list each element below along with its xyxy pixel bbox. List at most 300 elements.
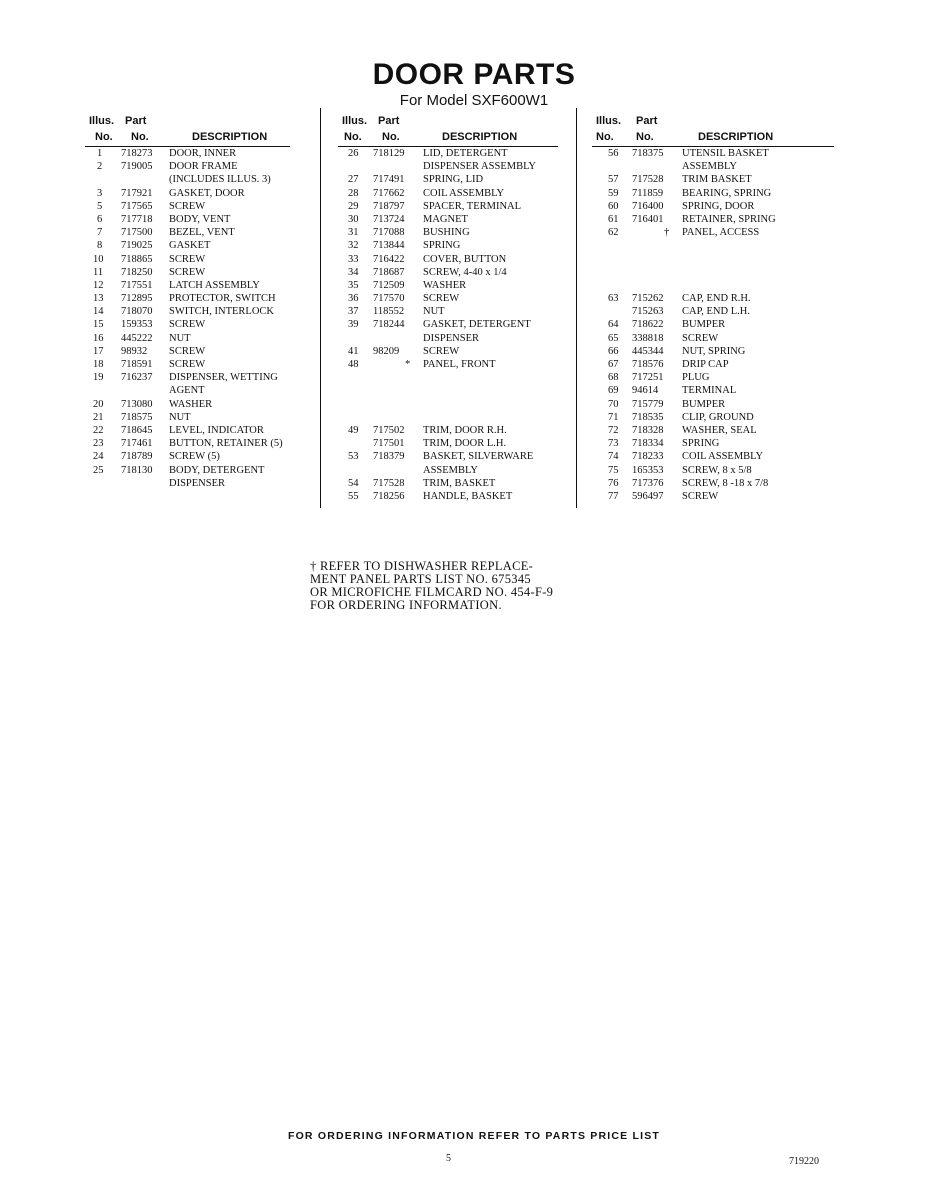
part-number: 717251 xyxy=(632,372,664,384)
table-row xyxy=(338,384,558,397)
illus-number: 5 xyxy=(97,200,103,212)
part-description: SPRING xyxy=(423,240,461,252)
part-description: ASSEMBLY xyxy=(423,464,478,476)
part-number: 717501 xyxy=(373,438,405,450)
illus-number: 16 xyxy=(93,332,104,344)
part-number: 718334 xyxy=(632,438,664,450)
part-description: CAP, END R.H. xyxy=(682,293,751,305)
table-row xyxy=(592,358,834,371)
table-row xyxy=(85,253,290,266)
part-number: 719005 xyxy=(121,161,153,173)
part-description: NUT, SPRING xyxy=(682,345,746,357)
illus-number: 36 xyxy=(348,293,359,305)
table-row xyxy=(592,305,834,318)
part-description: AGENT xyxy=(169,385,205,397)
part-number: 718576 xyxy=(632,359,664,370)
table-row xyxy=(592,464,834,477)
table-row xyxy=(592,292,834,305)
part-description: COIL ASSEMBLY xyxy=(423,187,505,199)
part-description: NUT xyxy=(423,306,445,318)
part-description: SCREW, 8 x 5/8 xyxy=(682,464,752,476)
part-description: GASKET xyxy=(169,240,211,252)
illus-number: 55 xyxy=(348,490,359,502)
part-description: BUMPER xyxy=(682,319,726,331)
part-header-line2: No. xyxy=(382,131,400,143)
table-row xyxy=(85,345,290,358)
part-number: 717528 xyxy=(373,477,405,489)
illus-number: 25 xyxy=(93,464,104,476)
illus-number: 26 xyxy=(348,148,359,159)
part-number: * xyxy=(405,359,411,370)
part-number: 718244 xyxy=(373,319,405,331)
table-row xyxy=(592,345,834,358)
illus-number: 48 xyxy=(348,359,359,370)
table-row xyxy=(85,279,290,292)
part-number: 716237 xyxy=(121,372,153,384)
table-row xyxy=(592,253,834,266)
document-number: 719220 xyxy=(789,1156,819,1167)
table-row xyxy=(338,305,558,318)
illus-number: 57 xyxy=(608,174,619,186)
part-description: PANEL, FRONT xyxy=(423,359,496,370)
part-number: 98209 xyxy=(373,345,400,357)
table-row xyxy=(338,226,558,239)
part-description: SCREW xyxy=(169,319,206,331)
part-description: SPACER, TERMINAL xyxy=(423,200,522,212)
page-number: 5 xyxy=(446,1153,451,1164)
illus-number: 30 xyxy=(348,213,359,225)
parts-column-2 xyxy=(338,113,558,503)
table-row xyxy=(338,464,558,477)
illus-number: 60 xyxy=(608,200,619,212)
parts-column-3 xyxy=(592,113,834,503)
table-row xyxy=(338,332,558,345)
column-header xyxy=(592,113,834,147)
table-row xyxy=(338,437,558,450)
part-header-line2: No. xyxy=(636,131,654,143)
illus-number: 75 xyxy=(608,464,619,476)
part-description: TERMINAL xyxy=(682,385,737,397)
table-row xyxy=(592,398,834,411)
illus-number: 63 xyxy=(608,293,619,305)
table-row xyxy=(85,266,290,279)
table-row xyxy=(338,318,558,331)
illus-number: 11 xyxy=(93,266,104,278)
part-number: 718789 xyxy=(121,451,153,463)
illus-number: 56 xyxy=(608,148,619,159)
table-row xyxy=(338,200,558,213)
part-description: BEARING, SPRING xyxy=(682,187,772,199)
illus-number: 53 xyxy=(348,451,359,463)
part-number: 718575 xyxy=(121,411,153,423)
part-number: 713724 xyxy=(373,213,405,225)
part-number: 718797 xyxy=(373,200,405,212)
part-description: CLIP, GROUND xyxy=(682,411,754,423)
part-number: 715262 xyxy=(632,293,664,305)
illus-number: 23 xyxy=(93,438,104,450)
illus-number: 68 xyxy=(608,372,619,384)
part-description: DOOR, INNER xyxy=(169,148,237,159)
part-description: LEVEL, INDICATOR xyxy=(169,424,264,436)
part-description: SCREW xyxy=(169,359,206,370)
illus-number: 7 xyxy=(97,227,103,239)
illus-number: 19 xyxy=(93,372,104,384)
part-description: BODY, DETERGENT xyxy=(169,464,265,476)
table-row xyxy=(338,371,558,384)
illus-number: 22 xyxy=(93,424,104,436)
part-number: 717088 xyxy=(373,227,405,239)
part-number: 716401 xyxy=(632,213,664,225)
note-line: FOR ORDERING INFORMATION. xyxy=(310,598,502,612)
part-description: COVER, BUTTON xyxy=(423,253,507,265)
part-description: DOOR FRAME xyxy=(169,161,238,173)
illus-number: 65 xyxy=(608,332,619,344)
table-row xyxy=(85,358,290,371)
column-divider-2 xyxy=(576,108,577,508)
part-description: SCREW xyxy=(423,345,460,357)
column-header xyxy=(85,113,290,147)
part-number: 717376 xyxy=(632,477,664,489)
part-description: SPRING, DOOR xyxy=(682,200,755,212)
part-number: 715263 xyxy=(632,306,664,318)
table-row xyxy=(592,173,834,186)
part-number: 717921 xyxy=(121,187,153,199)
illus-number: 66 xyxy=(608,345,619,357)
illus-number: 8 xyxy=(97,240,103,252)
part-description: BODY, VENT xyxy=(169,213,231,225)
part-number: 712895 xyxy=(121,293,153,305)
part-number: 717461 xyxy=(121,438,153,450)
part-description: TRIM, DOOR R.H. xyxy=(423,424,507,436)
part-number: 338818 xyxy=(632,332,664,344)
illus-number: 2 xyxy=(97,161,103,173)
table-row xyxy=(592,213,834,226)
part-number: 717565 xyxy=(121,200,153,212)
part-description: GASKET, DOOR xyxy=(169,187,245,199)
part-description: ASSEMBLY xyxy=(682,161,737,173)
table-row xyxy=(592,226,834,239)
table-row xyxy=(85,318,290,331)
table-row xyxy=(338,490,558,503)
part-description: WASHER, SEAL xyxy=(682,424,757,436)
table-row xyxy=(592,490,834,503)
illus-number: 15 xyxy=(93,319,104,331)
part-description: COIL ASSEMBLY xyxy=(682,451,764,463)
table-row xyxy=(592,371,834,384)
page-title: DOOR PARTS xyxy=(372,58,576,91)
part-number: 717528 xyxy=(632,174,664,186)
part-description: PLUG xyxy=(682,372,710,384)
table-row xyxy=(338,279,558,292)
parts-column-1 xyxy=(85,113,290,490)
part-description: LID, DETERGENT xyxy=(423,148,508,159)
part-header-line1: Part xyxy=(125,115,147,127)
part-description: NUT xyxy=(169,411,191,423)
table-row xyxy=(592,424,834,437)
illus-number: 28 xyxy=(348,187,359,199)
table-row xyxy=(338,450,558,463)
part-number: 718233 xyxy=(632,451,664,463)
illus-header-line1: Illus. xyxy=(89,115,115,127)
table-row xyxy=(592,450,834,463)
table-row xyxy=(338,160,558,173)
part-description: SCREW xyxy=(169,200,206,212)
table-row xyxy=(85,424,290,437)
ordering-footer: FOR ORDERING INFORMATION REFER TO PARTS PRICE LIST xyxy=(287,1130,661,1142)
part-description: TRIM, BASKET xyxy=(423,477,496,489)
illus-number: 69 xyxy=(608,385,619,397)
description-header: DESCRIPTION xyxy=(442,131,518,143)
illus-number: 33 xyxy=(348,253,359,265)
illus-number: 29 xyxy=(348,200,359,212)
part-description: TRIM, DOOR L.H. xyxy=(423,438,507,450)
part-number: 717500 xyxy=(121,227,153,239)
table-row xyxy=(85,464,290,477)
table-row xyxy=(592,477,834,490)
illus-number: 20 xyxy=(93,398,104,410)
illus-number: 10 xyxy=(93,253,104,265)
part-number: 717718 xyxy=(121,213,153,225)
illus-number: 49 xyxy=(348,424,359,436)
part-description: BUSHING xyxy=(423,227,470,239)
part-description: NUT xyxy=(169,332,191,344)
part-description: SWITCH, INTERLOCK xyxy=(169,306,274,318)
part-number: 718250 xyxy=(121,266,153,278)
table-row xyxy=(338,187,558,200)
part-number: 717502 xyxy=(373,424,405,436)
table-row xyxy=(85,187,290,200)
illus-number: 67 xyxy=(608,359,619,370)
table-row xyxy=(85,332,290,345)
illus-number: 72 xyxy=(608,424,619,436)
part-number: 718379 xyxy=(373,451,405,463)
table-row xyxy=(592,437,834,450)
part-number: 159353 xyxy=(121,319,153,331)
table-row xyxy=(338,411,558,424)
part-number: 165353 xyxy=(632,464,664,476)
illus-number: 35 xyxy=(348,279,359,291)
part-header-line2: No. xyxy=(131,131,149,143)
part-description: DISPENSER xyxy=(169,477,226,489)
table-row xyxy=(592,279,834,292)
part-number: 718687 xyxy=(373,266,405,278)
part-description: SCREW xyxy=(169,253,206,265)
part-header-line1: Part xyxy=(636,115,658,127)
part-number: 118552 xyxy=(373,306,405,318)
note-line: OR MICROFICHE FILMCARD NO. 454-F-9 xyxy=(310,585,554,599)
table-row xyxy=(85,292,290,305)
part-description: SCREW (5) xyxy=(169,451,220,463)
part-number: 718645 xyxy=(121,424,153,436)
part-description: SCREW, 8 -18 x 7/8 xyxy=(682,477,769,489)
table-row xyxy=(338,477,558,490)
illus-number: 27 xyxy=(348,174,359,186)
illus-number: 61 xyxy=(608,213,619,225)
illus-number: 64 xyxy=(608,319,619,331)
table-row xyxy=(592,239,834,252)
illus-number: 41 xyxy=(348,345,359,357)
part-description: DISPENSER xyxy=(423,332,480,344)
table-row xyxy=(85,384,290,397)
table-row xyxy=(592,332,834,345)
table-row xyxy=(85,239,290,252)
illus-header-line2: No. xyxy=(95,131,113,143)
table-row xyxy=(338,424,558,437)
illus-number: 37 xyxy=(348,306,359,318)
part-number: 711859 xyxy=(632,187,664,199)
part-number: 445344 xyxy=(632,345,664,357)
illus-number: 18 xyxy=(93,359,104,370)
part-description: BUTTON, RETAINER (5) xyxy=(169,438,283,450)
part-description: WASHER xyxy=(423,279,467,291)
part-number: 716422 xyxy=(373,253,405,265)
part-description: UTENSIL BASKET xyxy=(682,148,769,159)
part-number: 98932 xyxy=(121,345,148,357)
table-row xyxy=(338,239,558,252)
illus-number: 3 xyxy=(97,187,103,199)
illus-number: 34 xyxy=(348,266,359,278)
table-row xyxy=(338,147,558,160)
part-number: 718256 xyxy=(373,490,405,502)
illus-number: 13 xyxy=(93,293,104,305)
illus-number: 17 xyxy=(93,345,104,357)
replacement-panel-note xyxy=(310,560,553,612)
part-description: PANEL, ACCESS xyxy=(682,227,760,239)
part-description: BUMPER xyxy=(682,398,726,410)
illus-number: 54 xyxy=(348,477,359,489)
illus-number: 39 xyxy=(348,319,359,331)
illus-number: 59 xyxy=(608,187,619,199)
illus-number: 76 xyxy=(608,477,619,489)
part-description: GASKET, DETERGENT xyxy=(423,319,531,331)
table-row xyxy=(592,160,834,173)
table-row xyxy=(338,266,558,279)
illus-number: 6 xyxy=(97,213,103,225)
illus-number: 21 xyxy=(93,411,104,423)
table-row xyxy=(592,318,834,331)
part-description: DISPENSER, WETTING xyxy=(169,372,278,384)
illus-number: 70 xyxy=(608,398,619,410)
part-description: SCREW xyxy=(169,345,206,357)
part-description: SCREW, 4-40 x 1/4 xyxy=(423,266,507,278)
table-row xyxy=(85,450,290,463)
part-number: 718070 xyxy=(121,306,153,318)
parts-list xyxy=(592,147,834,503)
table-row xyxy=(338,253,558,266)
part-number: 717551 xyxy=(121,279,153,291)
part-description: BASKET, SILVERWARE xyxy=(423,451,534,463)
illus-number: 73 xyxy=(608,438,619,450)
part-description: SCREW xyxy=(169,266,206,278)
part-description: TRIM BASKET xyxy=(682,174,752,186)
table-row xyxy=(592,266,834,279)
part-number: 718130 xyxy=(121,464,153,476)
part-description: SPRING xyxy=(682,438,720,450)
part-number: 718622 xyxy=(632,319,664,331)
part-description: RETAINER, SPRING xyxy=(682,213,776,225)
illus-number: 71 xyxy=(608,411,619,423)
part-number: 718375 xyxy=(632,148,664,159)
part-description: DISPENSER ASSEMBLY xyxy=(423,161,537,173)
part-number: 718591 xyxy=(121,359,153,370)
part-number: 717491 xyxy=(373,174,405,186)
table-row xyxy=(85,371,290,384)
part-description: SPRING, LID xyxy=(423,174,484,186)
table-row xyxy=(85,477,290,490)
table-row xyxy=(85,437,290,450)
illus-number: 12 xyxy=(93,279,104,291)
part-number: 718535 xyxy=(632,411,664,423)
description-header: DESCRIPTION xyxy=(698,131,774,143)
part-description: WASHER xyxy=(169,398,213,410)
part-description: CAP, END L.H. xyxy=(682,306,750,318)
part-number: 717662 xyxy=(373,187,405,199)
part-number: 713844 xyxy=(373,240,405,252)
part-number: 716400 xyxy=(632,200,664,212)
parts-list xyxy=(338,147,558,503)
table-row xyxy=(85,147,290,160)
part-number: 718273 xyxy=(121,148,153,159)
table-row xyxy=(338,292,558,305)
illus-number: 1 xyxy=(97,148,103,159)
table-row xyxy=(85,411,290,424)
illus-header-line2: No. xyxy=(596,131,614,143)
model-subtitle: For Model SXF600W1 xyxy=(399,92,549,109)
part-number: 718129 xyxy=(373,148,405,159)
column-divider-1 xyxy=(320,108,321,508)
table-row xyxy=(592,200,834,213)
column-header xyxy=(338,113,558,147)
part-number: 718328 xyxy=(632,424,664,436)
part-description: SCREW xyxy=(423,293,460,305)
note-line: MENT PANEL PARTS LIST NO. 675345 xyxy=(310,572,531,586)
table-row xyxy=(85,226,290,239)
illus-number: 31 xyxy=(348,227,359,239)
illus-number: 77 xyxy=(608,490,619,502)
table-row xyxy=(85,398,290,411)
illus-number: 62 xyxy=(608,227,619,239)
illus-header-line1: Illus. xyxy=(342,115,368,127)
table-row xyxy=(85,160,290,173)
illus-header-line1: Illus. xyxy=(596,115,622,127)
table-row xyxy=(592,384,834,397)
table-row xyxy=(592,147,834,160)
part-description: DRIP CAP xyxy=(682,359,729,370)
part-description: SCREW xyxy=(682,332,719,344)
parts-list xyxy=(85,147,290,490)
table-row xyxy=(592,187,834,200)
part-description: HANDLE, BASKET xyxy=(423,490,513,502)
part-number: 718865 xyxy=(121,253,153,265)
table-row xyxy=(338,358,558,371)
illus-header-line2: No. xyxy=(344,131,362,143)
table-row xyxy=(338,213,558,226)
part-number: 712509 xyxy=(373,279,405,291)
description-header: DESCRIPTION xyxy=(192,131,268,143)
table-row xyxy=(85,213,290,226)
part-number: 715779 xyxy=(632,398,664,410)
illus-number: 32 xyxy=(348,240,359,252)
part-number: † xyxy=(664,227,670,239)
part-description: BEZEL, VENT xyxy=(169,227,235,239)
part-description: PROTECTOR, SWITCH xyxy=(169,293,276,305)
illus-number: 14 xyxy=(93,306,104,318)
illus-number: 74 xyxy=(608,451,619,463)
part-number: 94614 xyxy=(632,385,659,397)
table-row xyxy=(85,305,290,318)
illus-number: 24 xyxy=(93,451,104,463)
part-number: 717570 xyxy=(373,293,405,305)
